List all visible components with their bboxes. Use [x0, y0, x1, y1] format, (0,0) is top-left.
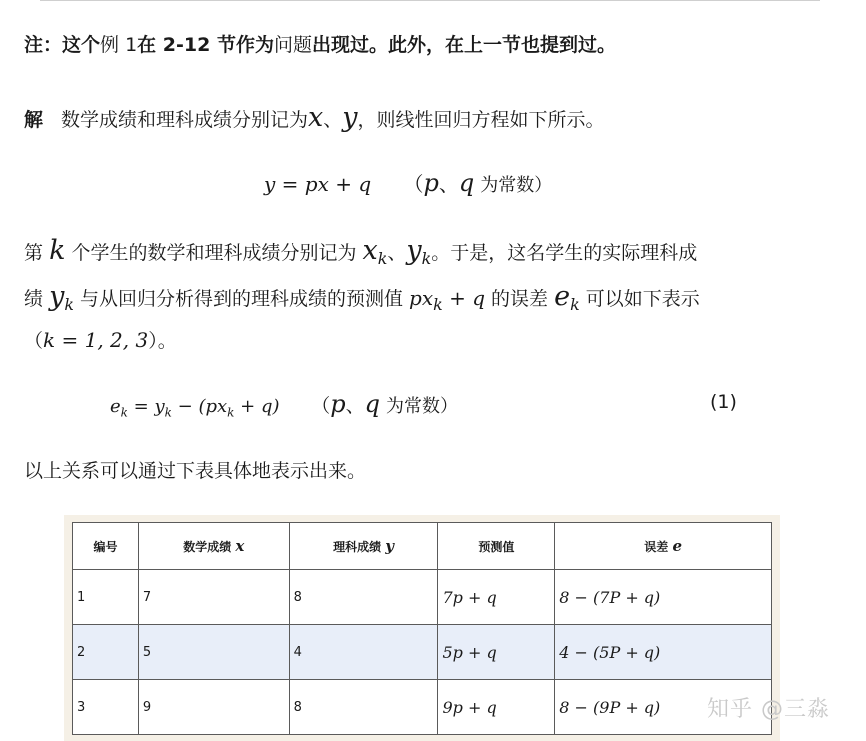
subscript-k: k [164, 405, 172, 420]
data-table-container [64, 515, 780, 741]
para2-text: 可以如下表示 [585, 288, 700, 310]
para2-text: 绩 [24, 288, 44, 310]
cell-sci: 4 [289, 625, 438, 680]
header-err [555, 523, 772, 570]
note-label: 注： [24, 34, 63, 56]
solution-label: 解 [24, 109, 44, 131]
const-p: p [423, 169, 439, 197]
para3: 以上关系可以通过下表具体地表示出来。 [24, 460, 367, 482]
para2-line3 [24, 326, 177, 353]
const-p: p [330, 390, 346, 418]
var-y: y [342, 102, 358, 133]
cond-text: 为常数） [386, 396, 459, 417]
note-text-5: 出现过。此外，在上一节也提到过。 [311, 34, 616, 56]
data-table [72, 522, 772, 735]
pred-expr: px [409, 286, 434, 310]
equation-number: (1) [710, 391, 737, 413]
header-id: 编号 [73, 523, 139, 570]
cell-sci: 8 [289, 680, 438, 735]
range-open: （ [24, 330, 44, 352]
eq-part: = y [127, 396, 165, 417]
cell-err: 8 − (9P + q) [555, 680, 772, 735]
var-yk: y [406, 235, 422, 266]
var-xk: x [362, 235, 378, 266]
separator: 、 [387, 242, 407, 264]
regression-equation [264, 168, 552, 197]
subscript-k: k [227, 405, 235, 420]
error-equation [110, 390, 458, 420]
cell-err: 4 − (5P + q) [555, 625, 772, 680]
cell-sci: 8 [289, 570, 438, 625]
cell-math: 7 [138, 570, 289, 625]
cell-pred: 5p + q [438, 625, 555, 680]
cell-id: 2 [73, 625, 139, 680]
para2-text: 与从回归分析得到的理科成绩的预测值 [79, 288, 403, 310]
cond-open: （ [311, 395, 331, 417]
subscript-k: k [377, 248, 388, 268]
header-sci-label: 理科成绩 [333, 540, 382, 554]
separator: 、 [323, 109, 343, 131]
note-text-2: 例 1 [100, 34, 138, 56]
note-paragraph [24, 30, 616, 57]
header-err-label: 误差 [644, 540, 669, 554]
cond-text: 为常数） [480, 175, 553, 196]
subscript-k: k [64, 294, 74, 314]
subscript-k: k [421, 248, 432, 268]
const-q: q [364, 390, 381, 418]
k-range: k = 1, 2, 3 [43, 328, 149, 352]
note-text-4: 问题 [273, 34, 312, 56]
equation-lhs: y = px + q [264, 172, 372, 196]
var-ek: e [554, 281, 571, 312]
para2-text: 。于是，这名学生的实际理科成 [431, 242, 698, 264]
cell-math: 9 [138, 680, 289, 735]
header-math-var: x [235, 537, 245, 555]
para2-text: 个学生的数学和理科成绩分别记为 [71, 242, 357, 264]
header-math-label: 数学成绩 [183, 540, 232, 554]
table-row [73, 570, 772, 625]
solution-text-2: ，则线性回归方程如下所示。 [357, 109, 605, 131]
header-pred: 预测值 [438, 523, 555, 570]
header-err-var: e [672, 537, 683, 555]
para2-line1 [24, 235, 697, 268]
range-close: ）。 [148, 330, 177, 352]
var-k: k [49, 235, 66, 266]
cell-err: 8 − (7P + q) [555, 570, 772, 625]
pred-expr: + q [442, 286, 485, 310]
cond-sep: 、 [345, 395, 365, 417]
table-row [73, 680, 772, 735]
note-text-3: 在 2-12 节作为 [137, 34, 274, 56]
para2-line2 [24, 281, 700, 314]
solution-paragraph [24, 102, 605, 133]
header-sci [289, 523, 438, 570]
para2-text: 的误差 [491, 288, 549, 310]
zhihu-watermark: 知乎 @三淼 [707, 697, 830, 722]
table-row [73, 625, 772, 680]
const-q: q [458, 169, 475, 197]
subscript-k: k [570, 294, 580, 314]
cell-id: 1 [73, 570, 139, 625]
subscript-k: k [120, 405, 128, 420]
header-sci-var: y [385, 537, 395, 555]
cell-pred: 9p + q [438, 680, 555, 735]
header-math [138, 523, 289, 570]
solution-text-1: 数学成绩和理科成绩分别记为 [61, 109, 309, 131]
cond-open: （ [403, 172, 424, 196]
table-header-row [73, 523, 772, 570]
var-x: x [308, 102, 324, 133]
eq-e: e [110, 396, 121, 417]
var-yk: y [49, 281, 65, 312]
note-text-1: 这个 [62, 34, 101, 56]
subscript-k: k [433, 294, 443, 314]
cell-id: 3 [73, 680, 139, 735]
eq-part: + q) [234, 396, 280, 417]
top-divider [40, 0, 820, 1]
para2-text: 第 [24, 242, 44, 264]
cell-pred: 7p + q [438, 570, 555, 625]
eq-part: − (px [171, 396, 228, 417]
cell-math: 5 [138, 625, 289, 680]
cond-sep: 、 [438, 172, 459, 196]
